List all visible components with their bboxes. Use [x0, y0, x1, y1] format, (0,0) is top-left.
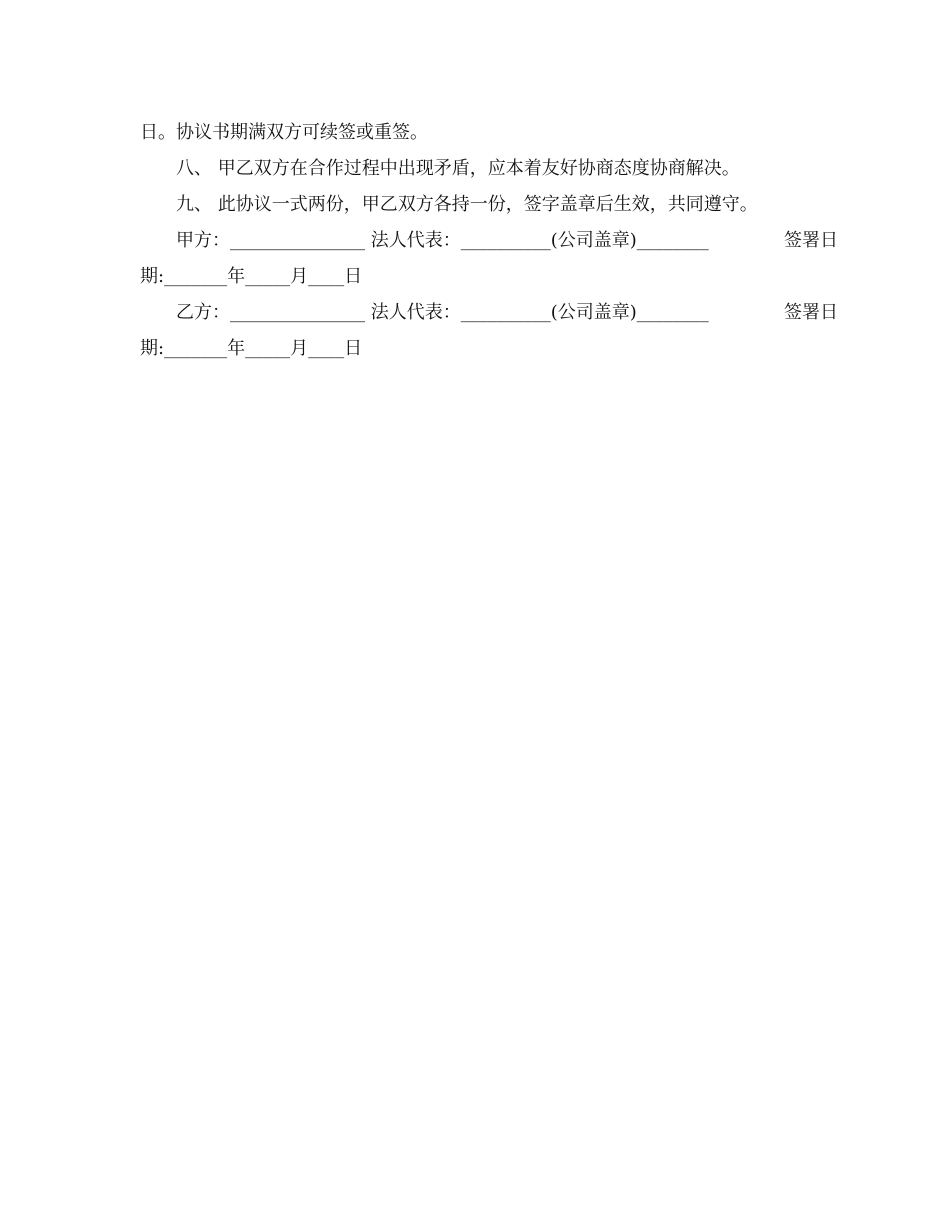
party-b-signature-fields: 乙方：_______________ 法人代表：__________(公司盖章)________ — [176, 302, 709, 323]
document-body — [140, 115, 838, 367]
party-b-date-label: 签署日 — [784, 302, 838, 323]
party-a-signature-line — [140, 223, 838, 259]
clause-nine: 九、 此协议一式两份，甲乙双方各持一份，签字盖章后生效，共同遵守。 — [176, 194, 758, 215]
party-a-signature-fields: 甲方：_______________ 法人代表：__________(公司盖章)________ — [176, 230, 709, 251]
party-a-date-label: 签署日 — [784, 230, 838, 251]
paragraph-continuation: 日。协议书期满双方可续签或重签。 — [140, 122, 428, 143]
party-b-signature-line — [140, 295, 838, 331]
party-a-date-line: 期:_______年_____月____日 — [140, 266, 363, 287]
clause-eight: 八、 甲乙双方在合作过程中出现矛盾，应本着友好协商态度协商解决。 — [176, 158, 740, 179]
party-b-date-line: 期:_______年_____月____日 — [140, 338, 363, 359]
